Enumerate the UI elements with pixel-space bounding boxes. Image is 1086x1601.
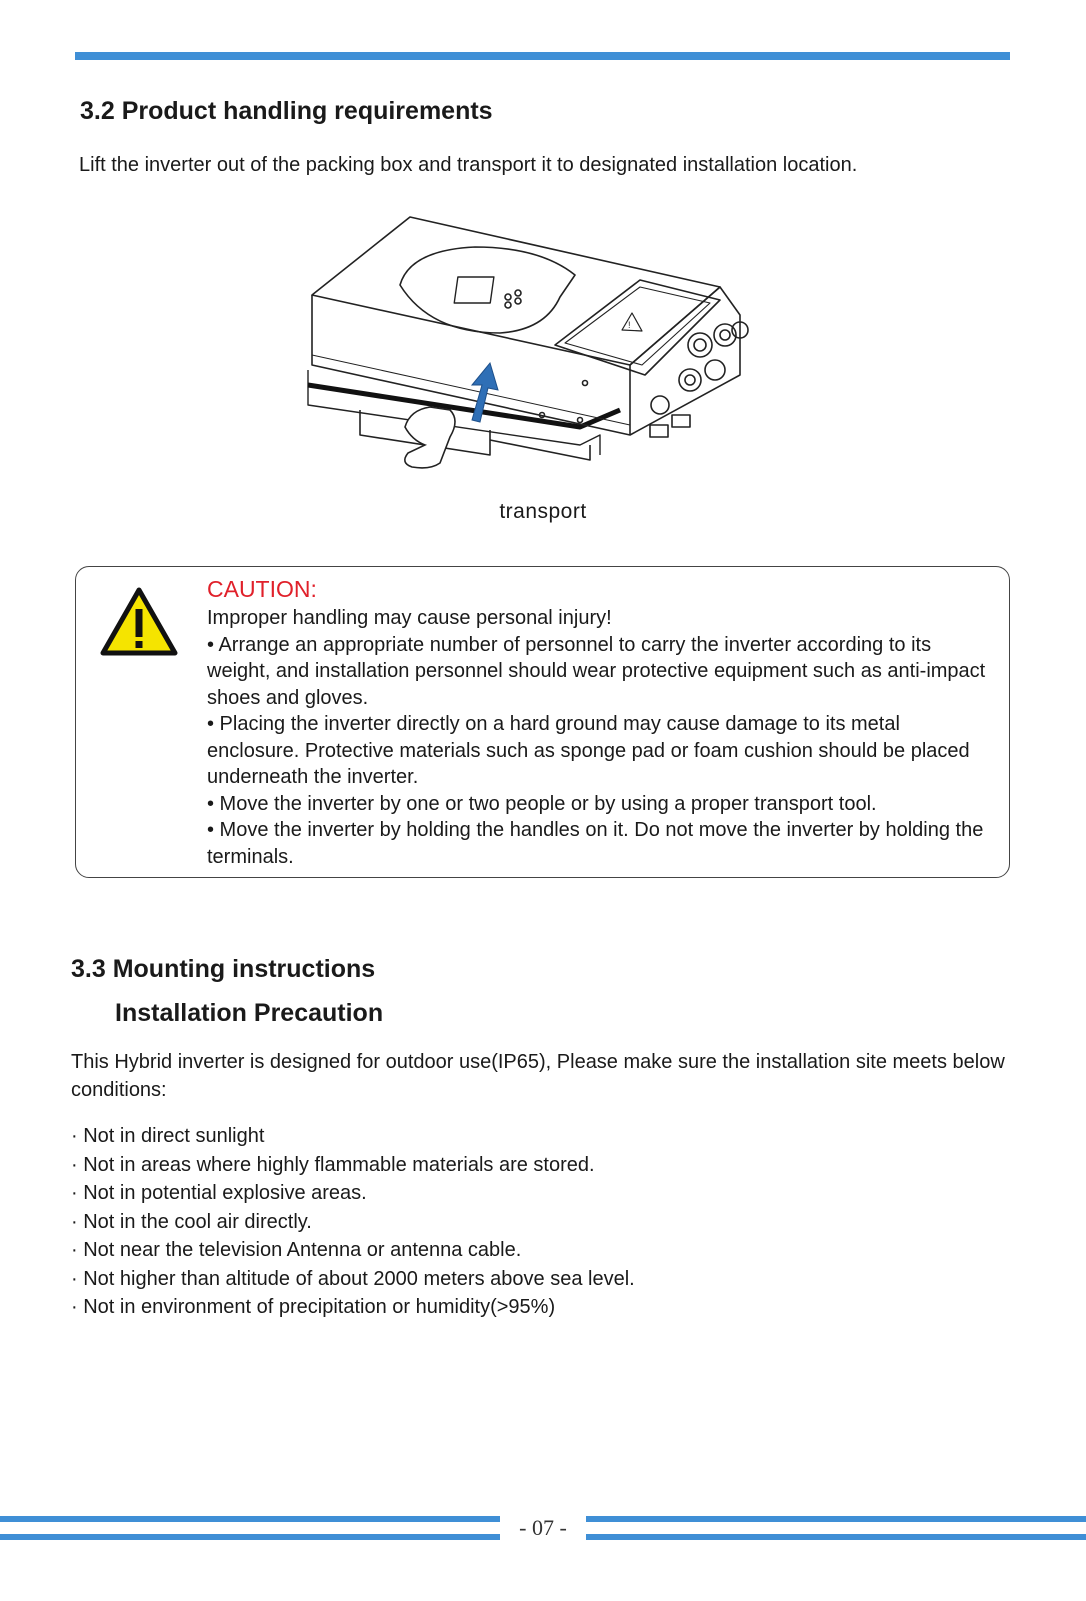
hand-icon (405, 407, 455, 468)
list-item: · Not in potential explosive areas. (71, 1182, 367, 1204)
footer-rule (586, 1516, 1086, 1522)
list-item: · Not in environment of precipitation or humidity(>95%) (71, 1296, 556, 1318)
list-item: · Not in direct sunlight (71, 1125, 265, 1147)
list-item: · Not in the cool air directly. (71, 1210, 312, 1233)
conditions-list (71, 1122, 635, 1322)
list-item: · Not higher than altitude of about 2000 meters above sea level. (71, 1267, 635, 1290)
subheading-installation-precaution: Installation Precaution (115, 999, 384, 1027)
section-heading-3-3: 3.3 Mounting instructions (71, 955, 376, 983)
footer-rule (586, 1534, 1086, 1540)
figure-caption: transport (499, 500, 587, 523)
caution-text (207, 575, 997, 870)
mounting-intro: This Hybrid inverter is designed for outdoor use(IP65), Please make sure the installation site meets below conditions: (71, 1051, 1005, 1101)
caution-line: • Placing the inverter directly on a hard ground may cause damage to its metal enclosure. Protective materials such as sponge pad or foam cushion should be placed underneath the inverter. (207, 713, 970, 788)
caution-box (75, 566, 1010, 878)
warning-triangle-icon (100, 587, 178, 657)
caution-title: CAUTION: (207, 576, 317, 602)
inverter-illustration (300, 205, 790, 485)
top-rule (75, 52, 1010, 60)
page-number: - 07 - (519, 1515, 567, 1540)
section-intro: Lift the inverter out of the packing box and transport it to designated installation location. (79, 154, 858, 176)
caution-line: Improper handling may cause personal injury! (207, 607, 612, 629)
list-item: · Not in areas where highly flammable materials are stored. (71, 1153, 595, 1176)
footer-rule (0, 1516, 500, 1522)
list-item: · Not near the television Antenna or antenna cable. (71, 1239, 522, 1261)
caution-line: • Move the inverter by one or two people or by using a proper transport tool. (207, 792, 877, 815)
footer-rule (0, 1534, 500, 1540)
caution-line: • Arrange an appropriate number of personnel to carry the inverter according to its weight, and installation personnel should wear protective equipment such as anti-impact shoes and gloves. (207, 633, 986, 709)
svg-text:!: ! (628, 320, 631, 330)
section-heading-3-2: 3.2 Product handling requirements (80, 97, 493, 125)
caution-line: • Move the inverter by holding the handles on it. Do not move the inverter by holding the terminals. (207, 819, 984, 868)
